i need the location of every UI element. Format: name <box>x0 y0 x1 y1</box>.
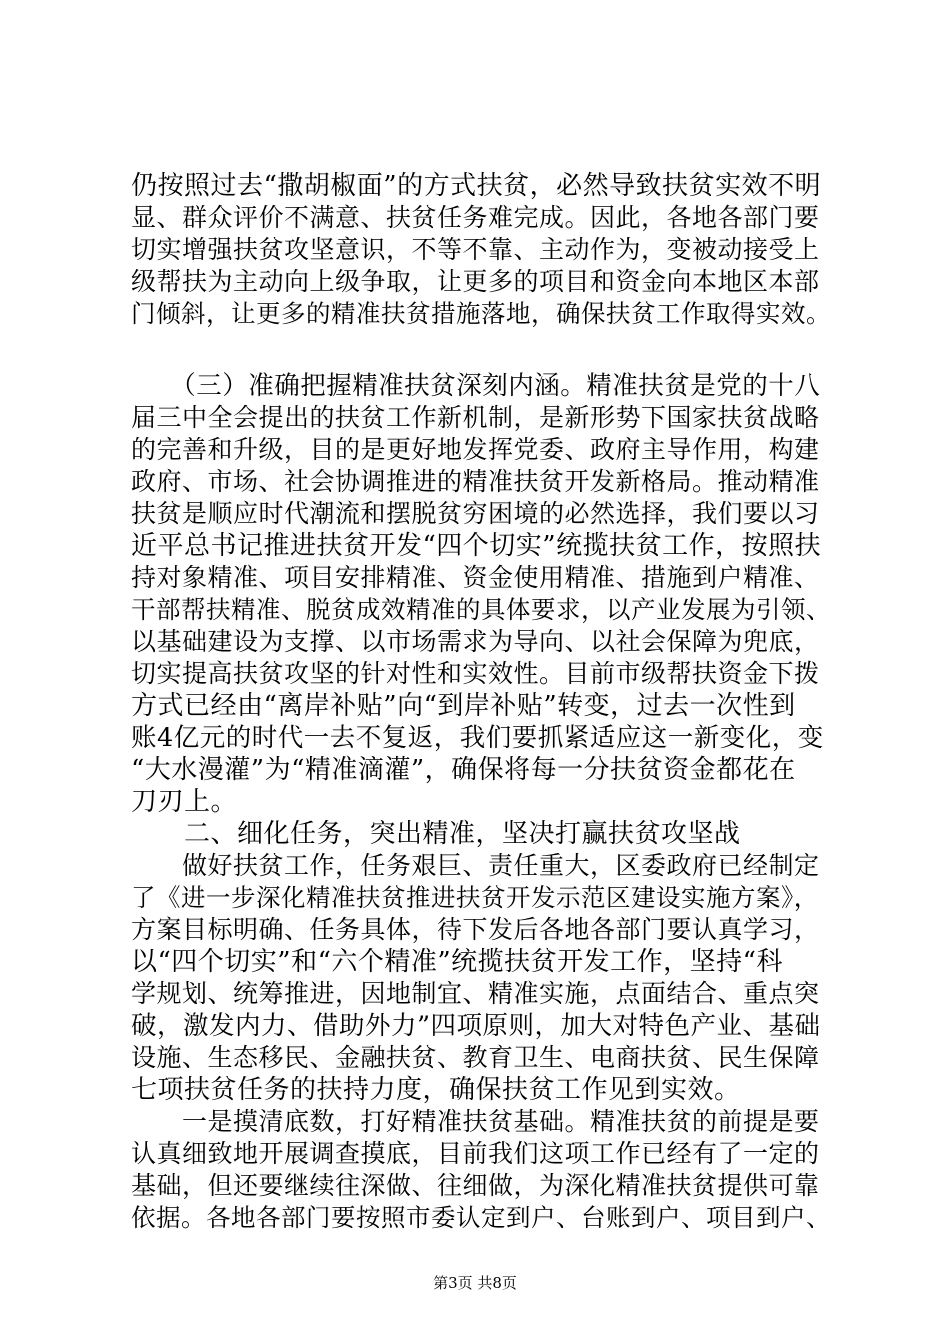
text-line: 扶贫是顺应时代潮流和摆脱贫穷困境的必然选择，我们要以习 <box>131 499 820 528</box>
text-line: 七项扶贫任务的扶持力度，确保扶贫工作见到实效。 <box>131 1075 741 1105</box>
text-line: 干部帮扶精准、脱贫成效精准的具体要求，以产业发展为引领、 <box>131 595 831 624</box>
text-line: 仍按照过去“撒胡椒面”的方式扶贫，必然导致扶贫实效不明 <box>131 171 822 201</box>
text-line: 破，激发内力、借助外力”四项原则，加大对特色产业、基础 <box>131 1011 821 1041</box>
text-line: 刀刃上。 <box>131 787 238 817</box>
text-line: （三）准确把握精准扶贫深刻内涵。精准扶贫是党的十八 <box>131 371 821 401</box>
paragraph-gap <box>131 330 831 370</box>
text-line: 方案目标明确、任务具体，待下发后各地各部门要认真学习， <box>131 915 820 944</box>
text-line: 账4亿元的时代一去不复返，我们要抓紧适应这一新变化，变 <box>131 723 824 753</box>
page-footer: 第3页 共8页 <box>433 1274 517 1292</box>
text-line: 的完善和升级，目的是更好地发挥党委、政府主导作用，构建 <box>131 435 820 464</box>
text-line: 学规划、统筹推进，因地制宜、精准实施，点面结合、重点突 <box>131 979 820 1008</box>
text-line: 以基础建设为支撑、以市场需求为导向、以社会保障为兜底， <box>131 627 820 656</box>
text-line: 切实增强扶贫攻坚意识，不等不靠、主动作为，变被动接受上 <box>131 235 820 264</box>
text-line: 认真细致地开展调查摸底，目前我们这项工作已经有了一定的 <box>131 1139 820 1168</box>
text-line: 持对象精准、项目安排精准、资金使用精准、措施到户精准、 <box>131 563 820 592</box>
text-line: 切实提高扶贫攻坚的针对性和实效性。目前市级帮扶资金下拨 <box>131 659 820 688</box>
document-body <box>131 170 831 1234</box>
text-line: 政府、市场、社会协调推进的精准扶贫开发新格局。推动精准 <box>131 467 820 496</box>
text-line: 近平总书记推进扶贫开发“四个切实”统揽扶贫工作，按照扶 <box>131 531 822 561</box>
text-line: 一是摸清底数，打好精准扶贫基础。精准扶贫的前提是要 <box>131 1107 820 1136</box>
text-line: 方式已经由“离岸补贴”向“到岸补贴”转变，过去一次性到 <box>131 691 796 721</box>
text-line: 显、群众评价不满意、扶贫任务难完成。因此，各地各部门要 <box>131 203 820 232</box>
text-line: 做好扶贫工作，任务艰巨、责任重大，区委政府已经制定 <box>131 851 820 880</box>
text-line: 门倾斜，让更多的精准扶贫措施落地，确保扶贫工作取得实效。 <box>131 299 831 328</box>
section-heading: 二、细化任务，突出精准，坚决打赢扶贫攻坚战 <box>131 819 741 849</box>
text-line: 了《进一步深化精准扶贫推进扶贫开发示范区建设实施方案》， <box>131 883 819 912</box>
text-line: 级帮扶为主动向上级争取，让更多的项目和资金向本地区本部 <box>131 267 820 296</box>
text-line: 依据。各地各部门要按照市委认定到户、台账到户、项目到户、 <box>131 1203 831 1232</box>
text-line: 届三中全会提出的扶贫工作新机制，是新形势下国家扶贫战略 <box>131 403 820 432</box>
text-line: “大水漫灌”为“精准滴灌”，确保将每一分扶贫资金都花在 <box>131 755 796 785</box>
paragraph-block-1 <box>131 170 831 330</box>
text-line: 设施、生态移民、金融扶贫、教育卫生、电商扶贫、民生保障 <box>131 1043 820 1072</box>
text-line: 基础，但还要继续往深做、往细做，为深化精准扶贫提供可靠 <box>131 1171 820 1200</box>
paragraph-block-2 <box>131 370 831 1234</box>
text-line: 以“四个切实”和“六个精准”统揽扶贫开发工作，坚持“科 <box>131 947 783 977</box>
